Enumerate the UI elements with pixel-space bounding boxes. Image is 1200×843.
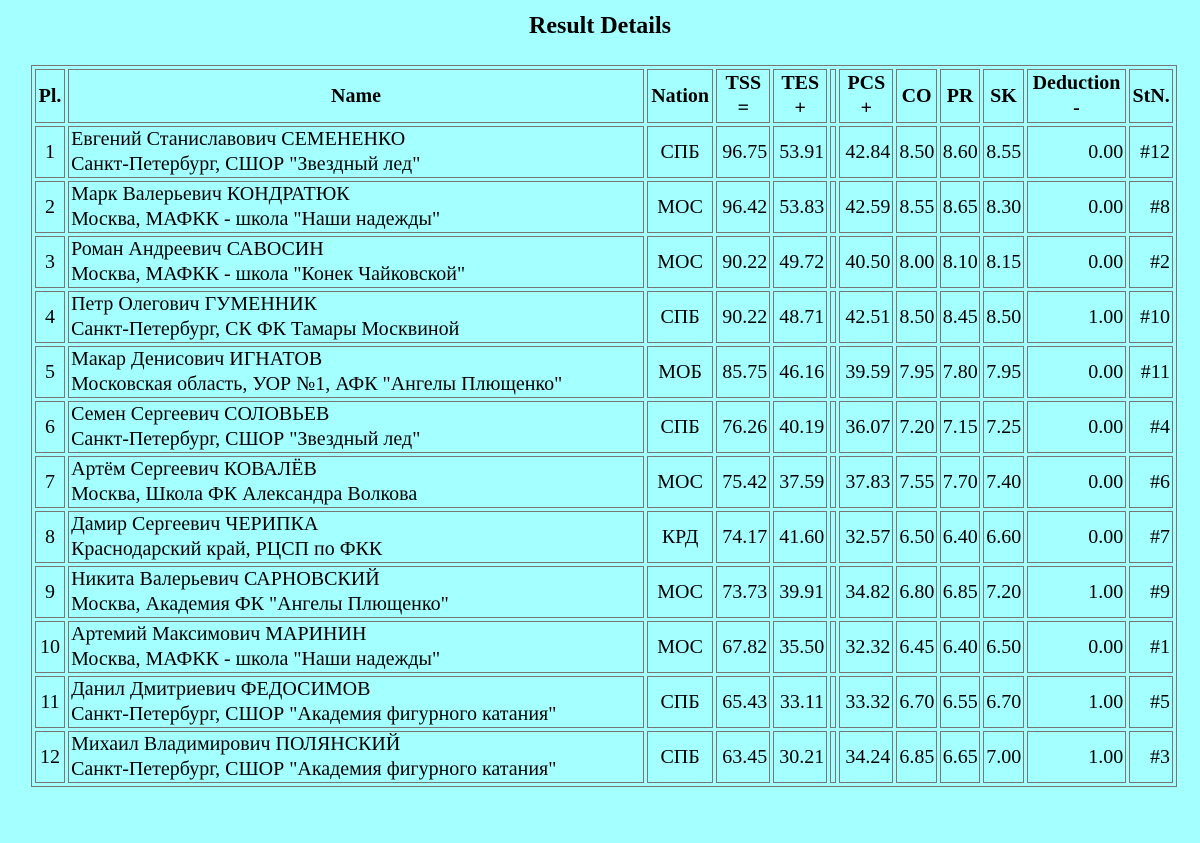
cell-tss: 96.75 <box>716 126 770 178</box>
table-row <box>35 621 1173 673</box>
cell-place: 1 <box>35 126 65 178</box>
table-row <box>35 676 1173 728</box>
cell-spacer <box>830 181 836 233</box>
cell-tss: 63.45 <box>716 731 770 783</box>
table-row <box>35 126 1173 178</box>
table-row <box>35 731 1173 783</box>
cell-spacer <box>830 676 836 728</box>
cell-nation: СПБ <box>647 291 713 343</box>
cell-tes: 37.59 <box>773 456 827 508</box>
cell-pr: 8.65 <box>940 181 980 233</box>
cell-tss: 90.22 <box>716 291 770 343</box>
cell-name <box>68 346 644 398</box>
col-header-spacer <box>830 69 836 123</box>
col-header-pl: Pl. <box>35 69 65 123</box>
cell-pr: 6.65 <box>940 731 980 783</box>
cell-name <box>68 731 644 783</box>
cell-sk: 6.50 <box>983 621 1023 673</box>
cell-start-number: #8 <box>1129 181 1173 233</box>
cell-place: 4 <box>35 291 65 343</box>
cell-tss: 90.22 <box>716 236 770 288</box>
cell-tss: 85.75 <box>716 346 770 398</box>
cell-co: 8.50 <box>896 126 936 178</box>
col-header-pcs <box>839 69 893 123</box>
col-header-deduction <box>1027 69 1127 123</box>
cell-nation: СПБ <box>647 126 713 178</box>
col-header-tes <box>773 69 827 123</box>
cell-tes: 39.91 <box>773 566 827 618</box>
cell-deduction: 0.00 <box>1027 181 1127 233</box>
cell-pcs: 42.59 <box>839 181 893 233</box>
cell-pr: 6.55 <box>940 676 980 728</box>
skater-club: Москва, Академия ФК "Ангелы Плющенко" <box>71 593 449 615</box>
cell-pcs: 36.07 <box>839 401 893 453</box>
cell-sk: 7.25 <box>983 401 1023 453</box>
cell-start-number: #7 <box>1129 511 1173 563</box>
cell-spacer <box>830 511 836 563</box>
cell-pr: 7.15 <box>940 401 980 453</box>
cell-start-number: #12 <box>1129 126 1173 178</box>
skater-name: Марк Валерьевич КОНДРАТЮК <box>71 183 350 205</box>
skater-name: Петр Олегович ГУМЕННИК <box>71 293 317 315</box>
cell-tss: 75.42 <box>716 456 770 508</box>
col-header-tes-label: TES <box>781 72 820 94</box>
cell-name <box>68 456 644 508</box>
cell-tes: 40.19 <box>773 401 827 453</box>
cell-pcs: 34.82 <box>839 566 893 618</box>
cell-tss: 73.73 <box>716 566 770 618</box>
cell-nation: МОС <box>647 621 713 673</box>
cell-pr: 8.45 <box>940 291 980 343</box>
col-header-deduction-sub: - <box>1073 97 1080 119</box>
cell-spacer <box>830 346 836 398</box>
cell-tes: 35.50 <box>773 621 827 673</box>
col-header-stn: StN. <box>1129 69 1173 123</box>
results-table <box>31 65 1177 787</box>
cell-nation: СПБ <box>647 401 713 453</box>
cell-nation: СПБ <box>647 676 713 728</box>
skater-club: Санкт-Петербург, СШОР "Академия фигурного катания" <box>71 703 557 725</box>
cell-spacer <box>830 621 836 673</box>
cell-start-number: #2 <box>1129 236 1173 288</box>
col-header-deduction-label: Deduction <box>1032 72 1121 94</box>
cell-place: 5 <box>35 346 65 398</box>
cell-pr: 8.10 <box>940 236 980 288</box>
col-header-tss-label: TSS <box>725 72 762 94</box>
table-row <box>35 566 1173 618</box>
skater-club: Санкт-Петербург, СШОР "Звездный лед" <box>71 153 421 175</box>
cell-pcs: 42.51 <box>839 291 893 343</box>
skater-club: Санкт-Петербург, СК ФК Тамары Москвиной <box>71 318 460 340</box>
cell-nation: МОБ <box>647 346 713 398</box>
page-title: Result Details <box>529 13 671 39</box>
skater-name: Семен Сергеевич СОЛОВЬЕВ <box>71 403 330 425</box>
cell-deduction: 0.00 <box>1027 511 1127 563</box>
cell-sk: 8.55 <box>983 126 1023 178</box>
cell-place: 8 <box>35 511 65 563</box>
col-header-pcs-label: PCS <box>847 72 886 94</box>
skater-name: Артём Сергеевич КОВАЛЁВ <box>71 458 317 480</box>
cell-spacer <box>830 291 836 343</box>
cell-sk: 8.30 <box>983 181 1023 233</box>
cell-pcs: 32.57 <box>839 511 893 563</box>
cell-sk: 8.50 <box>983 291 1023 343</box>
cell-name <box>68 566 644 618</box>
table-row <box>35 236 1173 288</box>
cell-co: 6.45 <box>896 621 936 673</box>
cell-tss: 67.82 <box>716 621 770 673</box>
cell-pr: 7.70 <box>940 456 980 508</box>
cell-name <box>68 291 644 343</box>
cell-spacer <box>830 401 836 453</box>
cell-place: 6 <box>35 401 65 453</box>
cell-tss: 76.26 <box>716 401 770 453</box>
table-row <box>35 511 1173 563</box>
cell-deduction: 0.00 <box>1027 236 1127 288</box>
cell-co: 6.80 <box>896 566 936 618</box>
cell-tes: 46.16 <box>773 346 827 398</box>
cell-deduction: 0.00 <box>1027 621 1127 673</box>
cell-co: 6.85 <box>896 731 936 783</box>
results-table-wrapper <box>31 65 1177 787</box>
cell-sk: 7.20 <box>983 566 1023 618</box>
skater-club: Москва, МАФКК - школа "Наши надежды" <box>71 648 441 670</box>
skater-name: Никита Валерьевич САРНОВСКИЙ <box>71 568 380 590</box>
cell-name <box>68 126 644 178</box>
cell-tss: 96.42 <box>716 181 770 233</box>
cell-start-number: #3 <box>1129 731 1173 783</box>
cell-pcs: 37.83 <box>839 456 893 508</box>
cell-deduction: 0.00 <box>1027 456 1127 508</box>
col-header-tss <box>716 69 770 123</box>
cell-start-number: #5 <box>1129 676 1173 728</box>
cell-spacer <box>830 566 836 618</box>
skater-name: Евгений Станиславович СЕМЕНЕНКО <box>71 128 406 150</box>
cell-tes: 53.83 <box>773 181 827 233</box>
cell-co: 8.00 <box>896 236 936 288</box>
col-header-pcs-sub: + <box>860 97 873 119</box>
skater-name: Дамир Сергеевич ЧЕРИПКА <box>71 513 319 535</box>
cell-pcs: 34.24 <box>839 731 893 783</box>
cell-place: 12 <box>35 731 65 783</box>
cell-co: 7.20 <box>896 401 936 453</box>
cell-sk: 6.70 <box>983 676 1023 728</box>
cell-pr: 7.80 <box>940 346 980 398</box>
cell-pcs: 40.50 <box>839 236 893 288</box>
cell-place: 10 <box>35 621 65 673</box>
cell-deduction: 1.00 <box>1027 731 1127 783</box>
cell-start-number: #10 <box>1129 291 1173 343</box>
cell-pcs: 32.32 <box>839 621 893 673</box>
cell-pr: 8.60 <box>940 126 980 178</box>
cell-name <box>68 236 644 288</box>
cell-spacer <box>830 126 836 178</box>
cell-tss: 65.43 <box>716 676 770 728</box>
cell-nation: МОС <box>647 566 713 618</box>
cell-sk: 7.00 <box>983 731 1023 783</box>
cell-deduction: 0.00 <box>1027 126 1127 178</box>
cell-name <box>68 401 644 453</box>
cell-sk: 6.60 <box>983 511 1023 563</box>
col-header-tes-sub: + <box>794 97 806 119</box>
cell-start-number: #9 <box>1129 566 1173 618</box>
cell-name <box>68 621 644 673</box>
table-row <box>35 456 1173 508</box>
cell-name <box>68 511 644 563</box>
cell-tes: 48.71 <box>773 291 827 343</box>
skater-club: Москва, Школа ФК Александра Волкова <box>71 483 418 505</box>
cell-pcs: 42.84 <box>839 126 893 178</box>
cell-pr: 6.85 <box>940 566 980 618</box>
cell-nation: СПБ <box>647 731 713 783</box>
cell-start-number: #1 <box>1129 621 1173 673</box>
cell-deduction: 1.00 <box>1027 291 1127 343</box>
cell-sk: 7.95 <box>983 346 1023 398</box>
cell-place: 2 <box>35 181 65 233</box>
cell-tes: 53.91 <box>773 126 827 178</box>
cell-place: 3 <box>35 236 65 288</box>
cell-tes: 30.21 <box>773 731 827 783</box>
cell-nation: МОС <box>647 181 713 233</box>
cell-pcs: 33.32 <box>839 676 893 728</box>
skater-club: Москва, МАФКК - школа "Наши надежды" <box>71 208 441 230</box>
cell-deduction: 0.00 <box>1027 401 1127 453</box>
cell-nation: МОС <box>647 236 713 288</box>
skater-name: Артемий Максимович МАРИНИН <box>71 623 367 645</box>
table-row <box>35 291 1173 343</box>
cell-pr: 6.40 <box>940 621 980 673</box>
skater-club: Краснодарский край, РЦСП по ФКК <box>71 538 383 560</box>
skater-club: Санкт-Петербург, СШОР "Академия фигурного катания" <box>71 758 557 780</box>
cell-tes: 41.60 <box>773 511 827 563</box>
col-header-tss-sub: = <box>737 97 749 119</box>
col-header-pr: PR <box>940 69 980 123</box>
cell-spacer <box>830 456 836 508</box>
col-header-nation: Nation <box>647 69 713 123</box>
table-row <box>35 401 1173 453</box>
cell-start-number: #4 <box>1129 401 1173 453</box>
cell-nation: КРД <box>647 511 713 563</box>
cell-tes: 49.72 <box>773 236 827 288</box>
cell-deduction: 1.00 <box>1027 566 1127 618</box>
skater-name: Михаил Владимирович ПОЛЯНСКИЙ <box>71 733 401 755</box>
cell-sk: 7.40 <box>983 456 1023 508</box>
cell-co: 7.55 <box>896 456 936 508</box>
table-row <box>35 346 1173 398</box>
cell-sk: 8.15 <box>983 236 1023 288</box>
col-header-co: CO <box>896 69 936 123</box>
cell-co: 6.50 <box>896 511 936 563</box>
cell-tss: 74.17 <box>716 511 770 563</box>
skater-club: Московская область, УОР №1, АФК "Ангелы Плющенко" <box>71 373 563 395</box>
cell-co: 8.50 <box>896 291 936 343</box>
cell-pr: 6.40 <box>940 511 980 563</box>
cell-start-number: #6 <box>1129 456 1173 508</box>
cell-name <box>68 181 644 233</box>
cell-spacer <box>830 236 836 288</box>
table-row <box>35 181 1173 233</box>
cell-co: 7.95 <box>896 346 936 398</box>
skater-club: Санкт-Петербург, СШОР "Звездный лед" <box>71 428 421 450</box>
skater-name: Данил Дмитриевич ФЕДОСИМОВ <box>71 678 371 700</box>
cell-name <box>68 676 644 728</box>
skater-club: Москва, МАФКК - школа "Конек Чайковской" <box>71 263 466 285</box>
skater-name: Роман Андреевич САВОСИН <box>71 238 324 260</box>
results-body <box>35 126 1173 783</box>
skater-name: Макар Денисович ИГНАТОВ <box>71 348 323 370</box>
cell-place: 11 <box>35 676 65 728</box>
col-header-name: Name <box>68 69 644 123</box>
cell-place: 9 <box>35 566 65 618</box>
cell-co: 6.70 <box>896 676 936 728</box>
cell-start-number: #11 <box>1129 346 1173 398</box>
cell-deduction: 0.00 <box>1027 346 1127 398</box>
cell-nation: МОС <box>647 456 713 508</box>
header-row <box>35 69 1173 123</box>
cell-spacer <box>830 731 836 783</box>
cell-pcs: 39.59 <box>839 346 893 398</box>
cell-deduction: 1.00 <box>1027 676 1127 728</box>
cell-co: 8.55 <box>896 181 936 233</box>
cell-place: 7 <box>35 456 65 508</box>
cell-tes: 33.11 <box>773 676 827 728</box>
col-header-sk: SK <box>983 69 1023 123</box>
